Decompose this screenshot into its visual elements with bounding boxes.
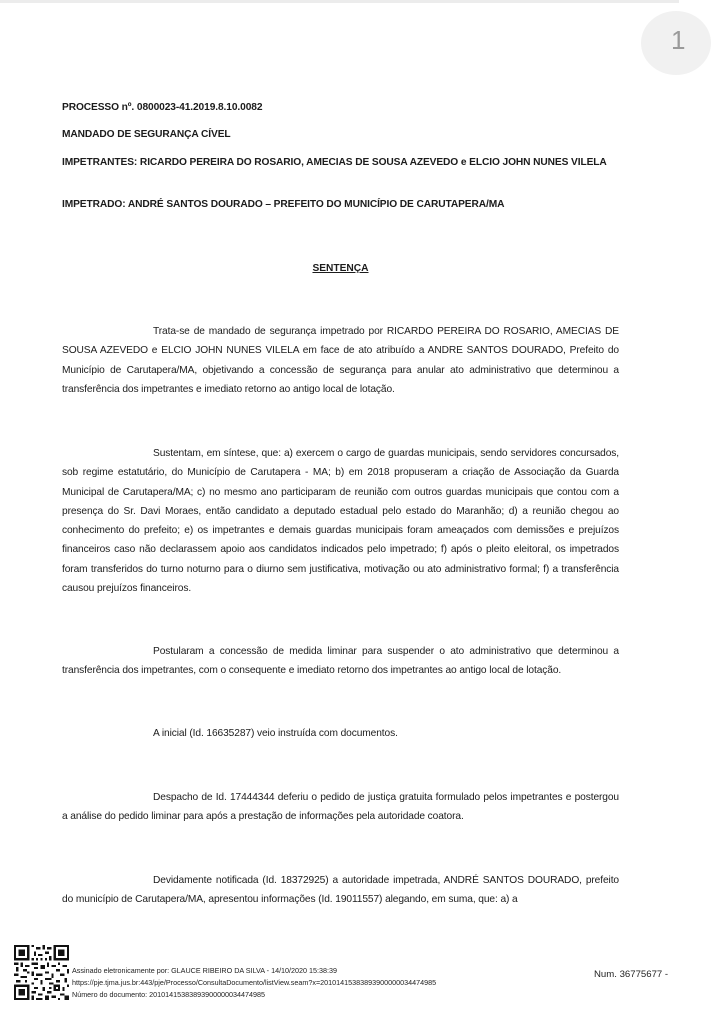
signature-line: Assinado eletronicamente por: GLAUCE RIBEIRO DA SILVA - 14/10/2020 15:38:39 xyxy=(72,966,338,975)
paragraph-6: Devidamente notificada (Id. 18372925) a autoridade impetrada, ANDRÉ SANTOS DOURADO, prefeito do município de Carutapera/MA, apresentou informações (Id. 19011557) alegando, em suma, que: a) a xyxy=(62,875,619,906)
num-label: Num. 36775677 - xyxy=(594,969,669,980)
page-top-edge xyxy=(0,0,679,3)
qr-code xyxy=(14,945,69,1000)
action-type: MANDADO DE SEGURANÇA CÍVEL xyxy=(62,129,231,140)
process-number: PROCESSO nº. 0800023-41.2019.8.10.0082 xyxy=(62,102,263,113)
paragraph-4: A inicial (Id. 16635287) veio instruída com documentos. xyxy=(153,728,398,739)
page-number-badge xyxy=(641,11,711,75)
paragraph-5: Despacho de Id. 17444344 deferiu o pedido de justiça gratuita formulado pelos impetrantes e postergou a análise do pedido liminar para após a prestação de informações pela autoridade coatora. xyxy=(62,792,619,823)
paragraph-2: Sustentam, em síntese, que: a) exercem o cargo de guardas municipais, sendo servidores concursados, sob regime estatutário, do Município de Carutapera - MA; b) em 2018 propuseram a criação de Associação da Guarda Municipal de Carutapera/MA; c) no mesmo ano participaram de reunião com outros guardas municipais que contou com a presença do Sr. Davi Moraes, então candidato a deputado estadual pelo estado do Maranhão; d) a reunião chegou ao conhecimento do prefeito; e) os impetrantes e demais guardas municipais foram ameaçados com demissões e prejuízos financeiros caso não declarassem apoio aos candidatos indicados pelo impetrado; f) após o pleito eleitoral, os impetrados foram transferidos do turno noturno para o diurno sem justificativa, motivação ou ato administrativo formal; f) a transferência causou prejuízos financeiros. xyxy=(62,448,619,595)
respondent: IMPETRADO: ANDRÉ SANTOS DOURADO – PREFEITO DO MUNICÍPIO DE CARUTAPERA/MA xyxy=(62,199,505,210)
document-number: Número do documento: 20101415383893900000034474985 xyxy=(72,990,266,999)
petitioners: IMPETRANTES: RICARDO PEREIRA DO ROSARIO, AMECIAS DE SOUSA AZEVEDO e ELCIO JOHN NUNES VILELA xyxy=(62,157,607,168)
verification-url: https://pje.tjma.jus.br:443/pje/Processo/ConsultaDocumento/listView.seam?x=20101415383893900000034474985 xyxy=(72,978,437,987)
paragraph-3: Postularam a concessão de medida liminar para suspender o ato administrativo que determinou a transferência dos impetrantes, com o consequente e imediato retorno dos impetrantes ao antigo local de lotação. xyxy=(62,646,619,677)
document-title: SENTENÇA xyxy=(312,263,369,274)
paragraph-1: Trata-se de mandado de segurança impetrado por RICARDO PEREIRA DO ROSARIO, AMECIAS DE SOUSA AZEVEDO e ELCIO JOHN NUNES VILELA em face de ato atribuído a ANDRE SANTOS DOURADO, Prefeito do Município de Carutapera/MA, objetivando a concessão de segurança para anular ato administrativo que determinou a transferência dos impetrantes e imediato retorno ao antigo local de lotação. xyxy=(62,326,619,395)
page-number: 1 xyxy=(671,25,686,55)
